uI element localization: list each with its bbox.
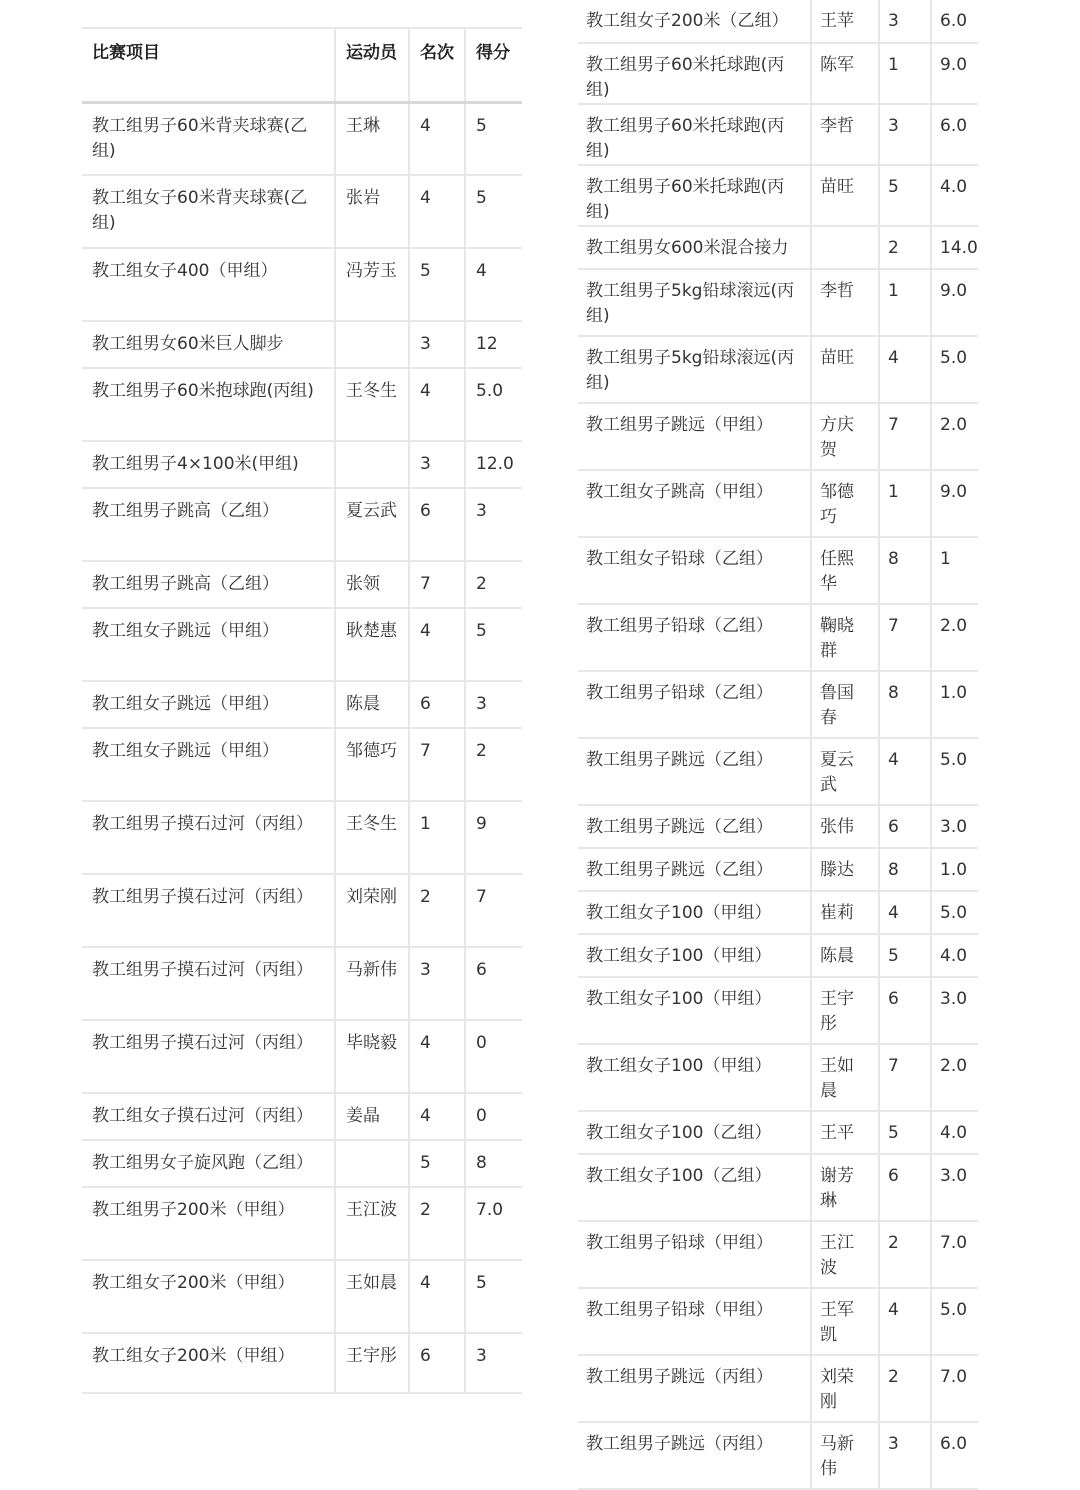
cell-rank: 4: [409, 1020, 465, 1093]
table-row: [578, 104, 978, 165]
cell-event: 教工组女子200米（甲组）: [82, 1333, 335, 1393]
cell-score: 12.0: [465, 441, 522, 488]
cell-score: 8: [465, 1140, 522, 1187]
cell-rank: 5: [879, 165, 931, 226]
cell-athlete: 张伟: [811, 805, 879, 848]
cell-rank: 3: [409, 947, 465, 1020]
cell-athlete: 马新伟: [811, 1422, 879, 1489]
cell-score: 12: [465, 321, 522, 368]
cell-athlete: 邹德巧: [811, 470, 879, 537]
table-row: [82, 248, 522, 321]
cell-athlete: 鞠晓群: [811, 604, 879, 671]
cell-athlete: 王宇彤: [811, 977, 879, 1044]
table-row: [578, 0, 978, 43]
cell-rank: 6: [409, 1333, 465, 1393]
cell-score: 6.0: [931, 104, 978, 165]
table-row: [82, 947, 522, 1020]
cell-rank: 7: [409, 561, 465, 608]
cell-score: 2.0: [931, 1044, 978, 1111]
cell-rank: 8: [879, 848, 931, 891]
cell-score: 4.0: [931, 1111, 978, 1154]
cell-athlete: 苗旺: [811, 336, 879, 403]
cell-rank: 7: [409, 728, 465, 801]
table-row: [578, 1154, 978, 1221]
cell-rank: 8: [879, 537, 931, 604]
cell-event: 教工组女子100（乙组）: [578, 1154, 811, 1221]
left-results-table: [82, 27, 522, 1394]
cell-rank: 4: [409, 1093, 465, 1140]
cell-event: 教工组女子100（甲组）: [578, 934, 811, 977]
cell-event: 教工组女子200米（甲组）: [82, 1260, 335, 1333]
table-row: [578, 226, 978, 269]
cell-score: 4.0: [931, 165, 978, 226]
table-row: [578, 1288, 978, 1355]
cell-event: 教工组男子铅球（乙组）: [578, 671, 811, 738]
cell-rank: 4: [409, 175, 465, 248]
table-row: [578, 403, 978, 470]
table-row: [578, 1221, 978, 1288]
cell-score: 14.0: [931, 226, 978, 269]
table-row: [578, 848, 978, 891]
cell-event: 教工组男子60米托球跑(丙组): [578, 43, 811, 104]
cell-rank: 5: [409, 1140, 465, 1187]
cell-athlete: 滕达: [811, 848, 879, 891]
header-score: 得分: [465, 28, 522, 102]
cell-score: 5: [465, 608, 522, 681]
table-row: [82, 1140, 522, 1187]
cell-athlete: 夏云武: [811, 738, 879, 805]
cell-athlete: 耿楚惠: [335, 608, 409, 681]
cell-event: 教工组男子跳远（甲组）: [578, 403, 811, 470]
cell-rank: 4: [879, 336, 931, 403]
cell-athlete: [335, 441, 409, 488]
cell-rank: 3: [409, 441, 465, 488]
cell-athlete: 马新伟: [335, 947, 409, 1020]
cell-score: 9: [465, 801, 522, 874]
cell-athlete: 陈晨: [335, 681, 409, 728]
table-row: [578, 805, 978, 848]
cell-event: 教工组女子跳远（甲组）: [82, 608, 335, 681]
cell-score: 0: [465, 1093, 522, 1140]
cell-athlete: 谢芳琳: [811, 1154, 879, 1221]
cell-athlete: 陈军: [811, 43, 879, 104]
cell-score: 7.0: [931, 1355, 978, 1422]
cell-rank: 4: [879, 891, 931, 934]
cell-score: 6.0: [931, 0, 978, 43]
cell-event: 教工组女子跳高（甲组）: [578, 470, 811, 537]
cell-score: 4.0: [931, 934, 978, 977]
cell-athlete: 王冬生: [335, 801, 409, 874]
cell-score: 6: [465, 947, 522, 1020]
cell-score: 2: [465, 728, 522, 801]
table-row: [578, 1422, 978, 1489]
cell-rank: 6: [879, 1154, 931, 1221]
cell-rank: 2: [409, 1187, 465, 1260]
cell-event: 教工组女子100（甲组）: [578, 1044, 811, 1111]
cell-event: 教工组男女600米混合接力: [578, 226, 811, 269]
cell-rank: 6: [879, 977, 931, 1044]
cell-rank: 6: [409, 681, 465, 728]
cell-event: 教工组男子铅球（甲组）: [578, 1221, 811, 1288]
cell-event: 教工组男女子旋风跑（乙组）: [82, 1140, 335, 1187]
cell-event: 教工组女子60米背夹球赛(乙组): [82, 175, 335, 248]
cell-rank: 2: [879, 226, 931, 269]
cell-score: 5.0: [465, 368, 522, 441]
cell-athlete: [811, 226, 879, 269]
cell-athlete: 张岩: [335, 175, 409, 248]
cell-event: 教工组男子跳远（乙组）: [578, 805, 811, 848]
table-row: [82, 488, 522, 561]
cell-athlete: 李哲: [811, 269, 879, 336]
right-results-table: [578, 0, 978, 1490]
cell-athlete: 王如晨: [335, 1260, 409, 1333]
cell-event: 教工组男子5kg铅球滚远(丙组): [578, 269, 811, 336]
cell-score: 6.0: [931, 1422, 978, 1489]
table-row: [578, 1355, 978, 1422]
cell-score: 2.0: [931, 604, 978, 671]
cell-score: 3.0: [931, 1154, 978, 1221]
cell-event: 教工组女子100（乙组）: [578, 1111, 811, 1154]
table-row: [82, 728, 522, 801]
cell-athlete: 崔莉: [811, 891, 879, 934]
cell-score: 5.0: [931, 1288, 978, 1355]
cell-rank: 4: [879, 738, 931, 805]
cell-event: 教工组男子跳远（丙组）: [578, 1422, 811, 1489]
cell-event: 教工组男子200米（甲组）: [82, 1187, 335, 1260]
cell-event: 教工组男子跳远（乙组）: [578, 848, 811, 891]
cell-rank: 2: [409, 874, 465, 947]
cell-event: 教工组男子60米抱球跑(丙组): [82, 368, 335, 441]
table-header-row: [82, 28, 522, 102]
cell-event: 教工组女子铅球（乙组）: [578, 537, 811, 604]
table-row: [578, 165, 978, 226]
cell-rank: 3: [409, 321, 465, 368]
cell-event: 教工组男子4×100米(甲组): [82, 441, 335, 488]
table-row: [578, 604, 978, 671]
cell-athlete: 毕晓毅: [335, 1020, 409, 1093]
cell-event: 教工组男子5kg铅球滚远(丙组): [578, 336, 811, 403]
cell-athlete: 鲁国春: [811, 671, 879, 738]
cell-score: 7.0: [931, 1221, 978, 1288]
cell-event: 教工组女子100（甲组）: [578, 977, 811, 1044]
cell-event: 教工组男女60米巨人脚步: [82, 321, 335, 368]
table-row: [82, 1093, 522, 1140]
cell-rank: 1: [879, 470, 931, 537]
cell-event: 教工组男子跳远（丙组）: [578, 1355, 811, 1422]
cell-event: 教工组男子60米背夹球赛(乙组): [82, 102, 335, 175]
cell-rank: 7: [879, 1044, 931, 1111]
cell-athlete: 方庆贺: [811, 403, 879, 470]
cell-score: 2.0: [931, 403, 978, 470]
cell-athlete: 任熙华: [811, 537, 879, 604]
cell-rank: 4: [409, 1260, 465, 1333]
table-row: [82, 681, 522, 728]
cell-rank: 4: [409, 608, 465, 681]
header-athlete: 运动员: [335, 28, 409, 102]
cell-score: 9.0: [931, 269, 978, 336]
table-row: [82, 441, 522, 488]
cell-athlete: 王琳: [335, 102, 409, 175]
cell-rank: 3: [879, 1422, 931, 1489]
cell-event: 教工组男子摸石过河（丙组）: [82, 874, 335, 947]
cell-rank: 3: [879, 104, 931, 165]
cell-score: 3.0: [931, 977, 978, 1044]
cell-athlete: 陈晨: [811, 934, 879, 977]
cell-athlete: 冯芳玉: [335, 248, 409, 321]
cell-athlete: 王如晨: [811, 1044, 879, 1111]
cell-score: 3: [465, 1333, 522, 1393]
cell-score: 0: [465, 1020, 522, 1093]
cell-athlete: 张领: [335, 561, 409, 608]
table-row: [82, 1260, 522, 1333]
table-row: [82, 102, 522, 175]
cell-event: 教工组男子摸石过河（丙组）: [82, 801, 335, 874]
cell-rank: 5: [879, 1111, 931, 1154]
table-row: [82, 874, 522, 947]
cell-rank: 1: [409, 801, 465, 874]
cell-score: 9.0: [931, 43, 978, 104]
cell-score: 1.0: [931, 671, 978, 738]
cell-athlete: 李哲: [811, 104, 879, 165]
cell-athlete: 刘荣刚: [811, 1355, 879, 1422]
header-rank: 名次: [409, 28, 465, 102]
cell-athlete: [335, 321, 409, 368]
cell-athlete: [335, 1140, 409, 1187]
cell-event: 教工组男子摸石过河（丙组）: [82, 1020, 335, 1093]
cell-rank: 4: [409, 368, 465, 441]
cell-event: 教工组男子跳高（乙组）: [82, 488, 335, 561]
table-row: [578, 671, 978, 738]
cell-score: 5: [465, 1260, 522, 1333]
cell-event: 教工组女子400（甲组）: [82, 248, 335, 321]
cell-score: 2: [465, 561, 522, 608]
cell-athlete: 姜晶: [335, 1093, 409, 1140]
cell-score: 9.0: [931, 470, 978, 537]
cell-score: 3: [465, 681, 522, 728]
cell-score: 5: [465, 175, 522, 248]
cell-athlete: 王冬生: [335, 368, 409, 441]
cell-athlete: 王江波: [811, 1221, 879, 1288]
cell-event: 教工组男子跳高（乙组）: [82, 561, 335, 608]
cell-event: 教工组男子铅球（甲组）: [578, 1288, 811, 1355]
table-row: [578, 269, 978, 336]
table-row: [82, 368, 522, 441]
cell-rank: 5: [409, 248, 465, 321]
cell-rank: 4: [409, 102, 465, 175]
cell-rank: 3: [879, 0, 931, 43]
cell-athlete: 王苹: [811, 0, 879, 43]
cell-event: 教工组男子60米托球跑(丙组): [578, 104, 811, 165]
cell-score: 1.0: [931, 848, 978, 891]
table-row: [578, 934, 978, 977]
table-row: [578, 1044, 978, 1111]
cell-score: 4: [465, 248, 522, 321]
cell-score: 7.0: [465, 1187, 522, 1260]
cell-rank: 8: [879, 671, 931, 738]
cell-athlete: 夏云武: [335, 488, 409, 561]
cell-athlete: 王军凯: [811, 1288, 879, 1355]
cell-event: 教工组男子跳远（乙组）: [578, 738, 811, 805]
cell-rank: 1: [879, 43, 931, 104]
cell-rank: 6: [409, 488, 465, 561]
table-row: [82, 321, 522, 368]
cell-event: 教工组女子200米（乙组）: [578, 0, 811, 43]
table-row: [578, 537, 978, 604]
table-row: [578, 1111, 978, 1154]
cell-score: 1: [931, 537, 978, 604]
cell-athlete: 刘荣刚: [335, 874, 409, 947]
cell-rank: 2: [879, 1355, 931, 1422]
cell-score: 5: [465, 102, 522, 175]
cell-event: 教工组女子跳远（甲组）: [82, 681, 335, 728]
cell-rank: 7: [879, 604, 931, 671]
table-row: [578, 336, 978, 403]
cell-event: 教工组男子铅球（乙组）: [578, 604, 811, 671]
cell-event: 教工组男子摸石过河（丙组）: [82, 947, 335, 1020]
cell-event: 教工组女子摸石过河（丙组）: [82, 1093, 335, 1140]
cell-score: 3.0: [931, 805, 978, 848]
cell-score: 5.0: [931, 336, 978, 403]
cell-athlete: 邹德巧: [335, 728, 409, 801]
table-row: [578, 891, 978, 934]
table-row: [82, 561, 522, 608]
table-row: [82, 175, 522, 248]
cell-rank: 7: [879, 403, 931, 470]
table-row: [82, 1187, 522, 1260]
table-row: [578, 470, 978, 537]
cell-athlete: 王宇彤: [335, 1333, 409, 1393]
table-row: [82, 1020, 522, 1093]
table-row: [82, 801, 522, 874]
cell-score: 3: [465, 488, 522, 561]
table-row: [82, 1333, 522, 1393]
table-row: [578, 43, 978, 104]
cell-event: 教工组女子100（甲组）: [578, 891, 811, 934]
cell-rank: 4: [879, 1288, 931, 1355]
cell-score: 5.0: [931, 738, 978, 805]
cell-rank: 1: [879, 269, 931, 336]
cell-event: 教工组男子60米托球跑(丙组): [578, 165, 811, 226]
cell-rank: 5: [879, 934, 931, 977]
cell-athlete: 王江波: [335, 1187, 409, 1260]
cell-event: 教工组女子跳远（甲组）: [82, 728, 335, 801]
cell-score: 5.0: [931, 891, 978, 934]
header-event: 比赛项目: [82, 28, 335, 102]
cell-athlete: 苗旺: [811, 165, 879, 226]
table-row: [578, 738, 978, 805]
cell-score: 7: [465, 874, 522, 947]
table-row: [82, 608, 522, 681]
cell-rank: 6: [879, 805, 931, 848]
cell-athlete: 王平: [811, 1111, 879, 1154]
cell-rank: 2: [879, 1221, 931, 1288]
table-row: [578, 977, 978, 1044]
